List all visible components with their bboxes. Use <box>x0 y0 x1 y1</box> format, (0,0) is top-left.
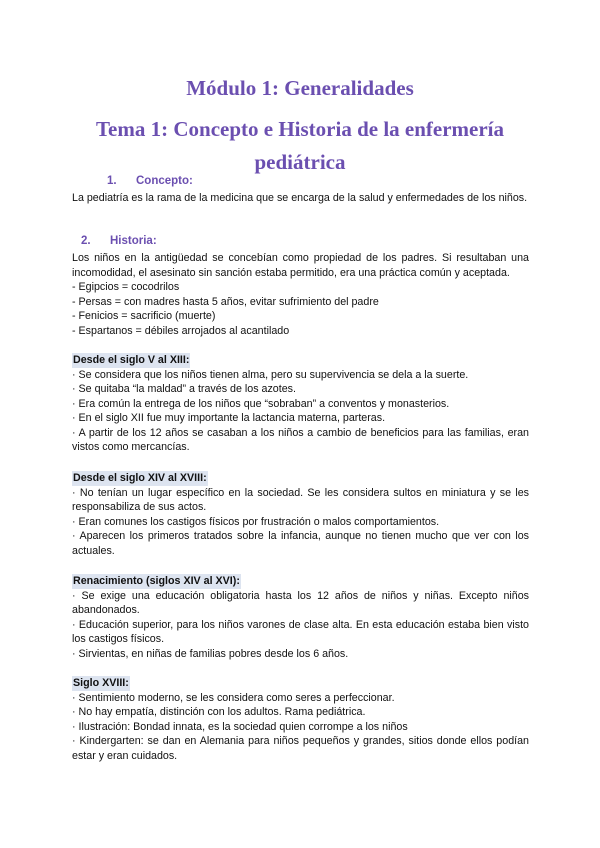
historia-number: 2. <box>81 235 91 247</box>
concepto-number: 1. <box>107 175 117 187</box>
historia-body <box>72 251 529 338</box>
historia-item: - Egipcios = cocodrilos <box>72 281 180 293</box>
period-title: Desde el siglo V al XIII: <box>73 354 190 366</box>
period-item: · Educación superior, para los niños varones de clase alta. En esta educación estaba bien visto los castigos físicos. <box>72 618 529 645</box>
period-item: · Ilustración: Bondad innata, es la sociedad quien corrompe a los niños <box>72 720 408 733</box>
period-title: Siglo XVIII: <box>73 677 129 689</box>
period-item: · A partir de los 12 años se casaban a los niños a cambio de beneficios para las familias, eran vistos como mercancías. <box>72 426 529 453</box>
period-item: · Se considera que los niños tienen alma, pero su supervivencia se dela a la suerte. <box>72 368 469 381</box>
period-item: · En el siglo XII fue muy importante la lactancia materna, parteras. <box>72 412 386 424</box>
period-item: · Se exige una educación obligatoria hasta los 12 años de niños y niñas. Excepto niños abandonados. <box>72 589 529 616</box>
period-item: · Sirvientas, en niñas de familias pobres desde los 6 años. <box>72 647 349 660</box>
period-item: · Se quitaba “la maldad” a través de los azotes. <box>72 383 296 395</box>
concepto-title: Concepto: <box>136 175 193 187</box>
historia-item: - Espartanos = débiles arrojados al acantilado <box>72 324 290 337</box>
historia-item: - Persas = con madres hasta 5 años, evitar sufrimiento del padre <box>72 295 379 308</box>
period-item: · Aparecen los primeros tratados sobre la infancia, aunque no tienen mucho que ver con los actuales. <box>72 530 529 557</box>
period-item: · No hay empatía, distinción con los adultos. Rama pediátrica. <box>72 706 366 718</box>
concepto-text: La pediatría es la rama de la medicina que se encarga de la salud y enfermedades de los niños. <box>72 192 528 204</box>
period-item: · Kindergarten: se dan en Alemania para niños pequeños y grandes, sitios donde ellos podían estar y eran cuidados. <box>72 735 529 762</box>
concepto-body <box>72 191 529 206</box>
module-title: Módulo 1: Generalidades <box>186 76 414 100</box>
period-title: Renacimiento (siglos XIV al XVI): <box>73 575 240 587</box>
topic-title: Tema 1: Concepto e Historia de la enfermería pediátrica <box>95 117 505 174</box>
period-section <box>72 676 529 763</box>
period-item: · Eran comunes los castigos físicos por frustración o malos comportamientos. <box>72 515 440 528</box>
period-section <box>72 471 529 558</box>
period-item: · Era común la entrega de los niños que “sobraban” a conventos y monasterios. <box>72 397 450 410</box>
historia-item: - Fenicios = sacrificio (muerte) <box>72 310 216 322</box>
period-section <box>72 353 529 455</box>
historia-intro: Los niños en la antigüedad se concebían como propiedad de los padres. Si resultaban una incomodidad, el asesinato sin sanción estaba permitido, era una práctica común y aceptada. <box>72 252 529 279</box>
period-title: Desde el siglo XIV al XVIII: <box>73 472 207 484</box>
period-section <box>72 574 529 661</box>
historia-title: Historia: <box>110 235 157 247</box>
period-item: · Sentimiento moderno, se les considera como seres a perfeccionar. <box>72 691 395 704</box>
period-item: · No tenían un lugar específico en la sociedad. Se les considera sultos en miniatura y se les responsabiliza de sus actos. <box>72 486 529 513</box>
